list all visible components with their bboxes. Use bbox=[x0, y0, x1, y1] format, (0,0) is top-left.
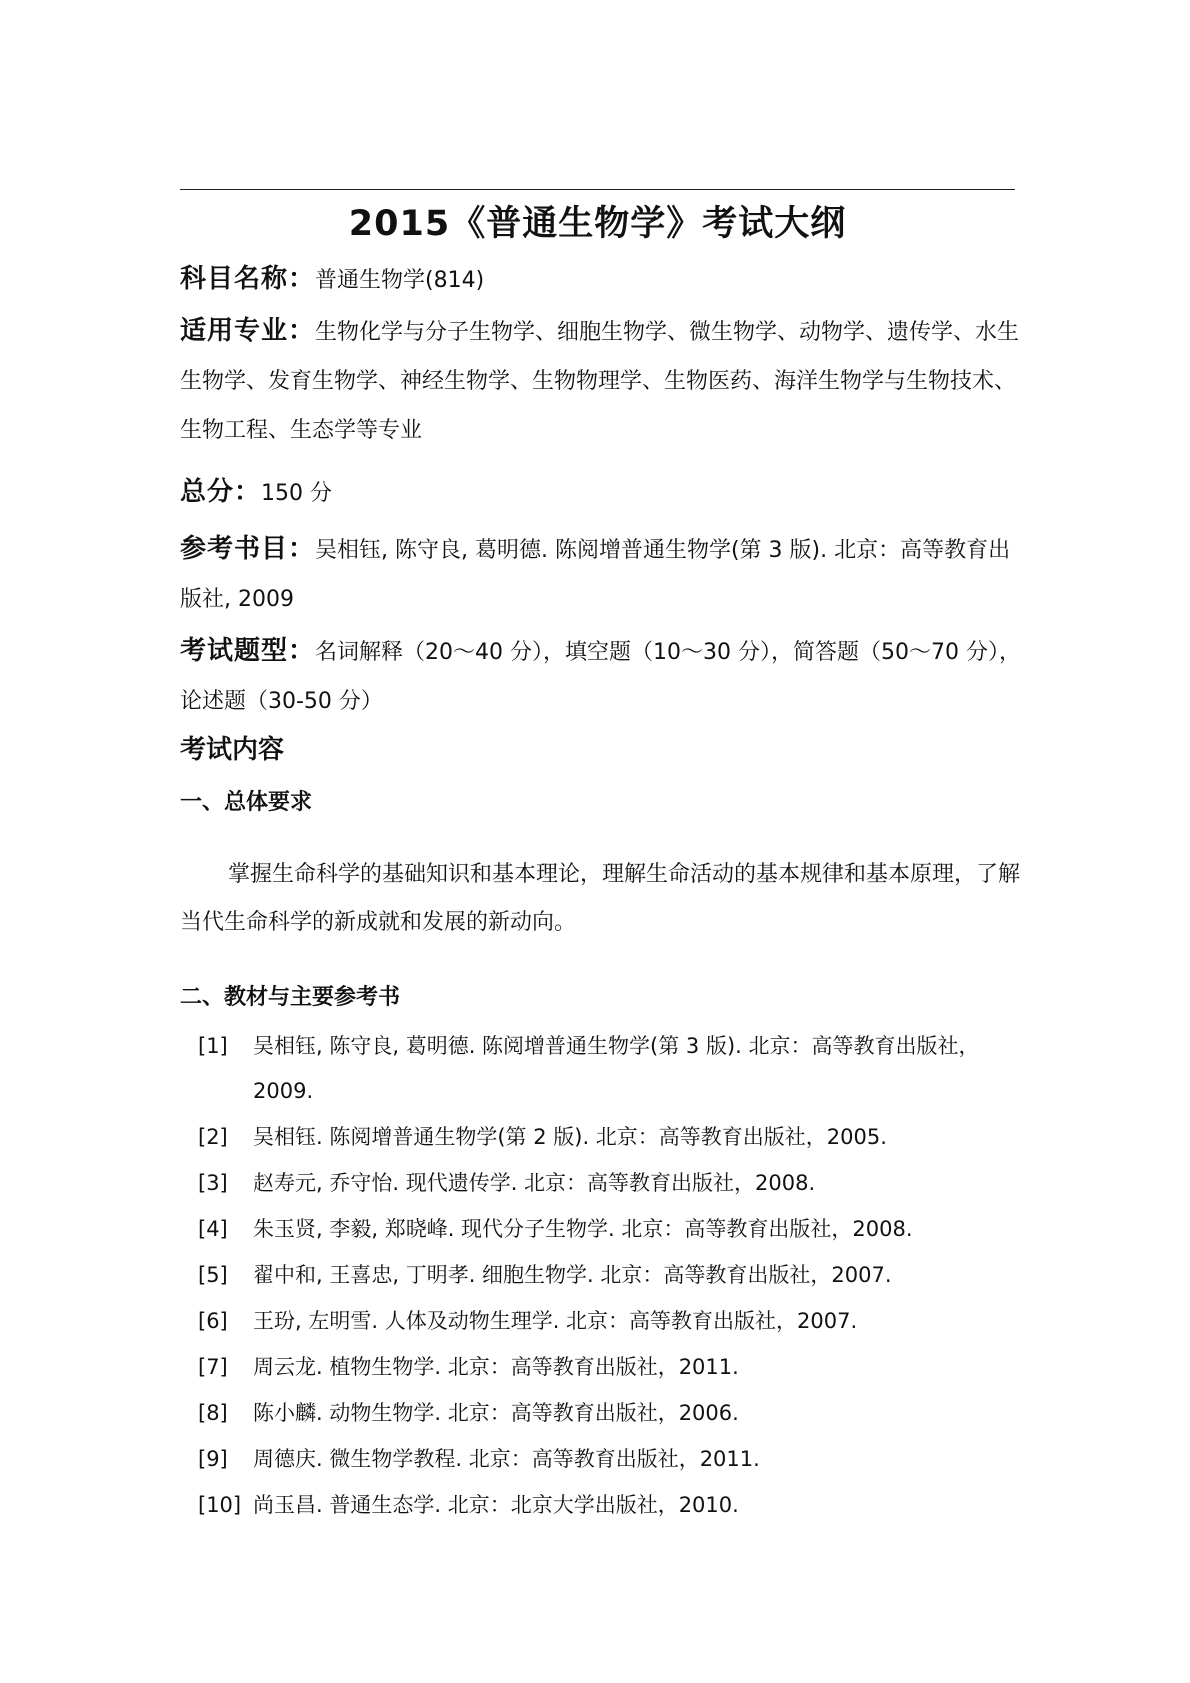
reference-text: 陈小麟. 动物生物学. 北京：高等教育出版社，2006. bbox=[253, 1401, 739, 1425]
majors-field bbox=[180, 307, 1030, 455]
reference-number: [10] bbox=[198, 1493, 242, 1517]
subject-label: 科目名称： bbox=[180, 264, 316, 294]
reference-text: 朱玉贤, 李毅, 郑晓峰. 现代分子生物学. 北京：高等教育出版社，2008. bbox=[253, 1217, 913, 1241]
reference-item bbox=[180, 1114, 1020, 1160]
reference-item bbox=[180, 1206, 1020, 1252]
header-rule bbox=[180, 189, 1015, 190]
books-value: 吴相钰, 陈守良, 葛明德. 陈阅增普通生物学(第 3 版). 北京：高等教育出版社, 2009 bbox=[180, 538, 1011, 612]
content-heading: 考试内容 bbox=[180, 735, 285, 765]
question-types-field bbox=[180, 627, 1030, 726]
reference-text: 赵寿元, 乔守怡. 现代遗传学. 北京：高等教育出版社，2008. bbox=[253, 1171, 816, 1195]
reference-item bbox=[180, 1390, 1020, 1436]
reference-number: [5] bbox=[198, 1263, 228, 1287]
question-types-value: 名词解释（20～40 分），填空题（10～30 分），简答题（50～70 分），论述题（30-50 分） bbox=[180, 640, 1021, 714]
section1-paragraph: 掌握生命科学的基础知识和基本理论，理解生命活动的基本规律和基本原理，了解当代生命科学的新成就和发展的新动向。 bbox=[180, 862, 1021, 935]
reference-text: 尚玉昌. 普通生态学. 北京：北京大学出版社，2010. bbox=[253, 1493, 739, 1517]
reference-item bbox=[180, 1024, 1020, 1114]
subject-field bbox=[180, 255, 1030, 305]
document-title: 2015《普通生物学》考试大纲 bbox=[348, 204, 847, 244]
section2-heading: 二、教材与主要参考书 bbox=[180, 985, 401, 1010]
score-label: 总分： bbox=[180, 477, 262, 507]
reference-number: [9] bbox=[198, 1447, 228, 1471]
reference-text: 吴相钰, 陈守良, 葛明德. 陈阅增普通生物学(第 3 版). 北京：高等教育出版社，2009. bbox=[253, 1034, 980, 1103]
majors-label: 适用专业： bbox=[180, 316, 316, 346]
score-value: 150 分 bbox=[261, 481, 333, 506]
reference-item bbox=[180, 1252, 1020, 1298]
subject-value: 普通生物学(814) bbox=[315, 268, 485, 293]
score-field bbox=[180, 468, 1030, 518]
reference-text: 周云龙. 植物生物学. 北京：高等教育出版社，2011. bbox=[253, 1355, 739, 1379]
reference-number: [7] bbox=[198, 1355, 228, 1379]
question-types-label: 考试题型： bbox=[180, 636, 316, 666]
reference-number: [4] bbox=[198, 1217, 228, 1241]
reference-number: [6] bbox=[198, 1309, 228, 1333]
reference-item bbox=[180, 1436, 1020, 1482]
reference-item bbox=[180, 1160, 1020, 1206]
section1-heading: 一、总体要求 bbox=[180, 790, 313, 815]
reference-item bbox=[180, 1344, 1020, 1390]
reference-number: [2] bbox=[198, 1125, 228, 1149]
books-label: 参考书目： bbox=[180, 534, 316, 564]
books-field bbox=[180, 525, 1030, 624]
reference-number: [1] bbox=[198, 1034, 228, 1058]
majors-value: 生物化学与分子生物学、细胞生物学、微生物学、动物学、遗传学、水生生物学、发育生物学、神经生物学、生物物理学、生物医药、海洋生物学与生物技术、生物工程、生态学等专业 bbox=[180, 320, 1020, 443]
reference-number: [8] bbox=[198, 1401, 228, 1425]
reference-item bbox=[180, 1482, 1020, 1528]
reference-text: 周德庆. 微生物学教程. 北京：高等教育出版社，2011. bbox=[253, 1447, 760, 1471]
reference-list bbox=[180, 1024, 1020, 1528]
reference-item bbox=[180, 1298, 1020, 1344]
reference-text: 翟中和, 王喜忠, 丁明孝. 细胞生物学. 北京：高等教育出版社，2007. bbox=[253, 1263, 892, 1287]
reference-text: 吴相钰. 陈阅增普通生物学(第 2 版). 北京：高等教育出版社，2005. bbox=[253, 1125, 887, 1149]
reference-text: 王玢, 左明雪. 人体及动物生理学. 北京：高等教育出版社，2007. bbox=[253, 1309, 858, 1333]
reference-number: [3] bbox=[198, 1171, 228, 1195]
